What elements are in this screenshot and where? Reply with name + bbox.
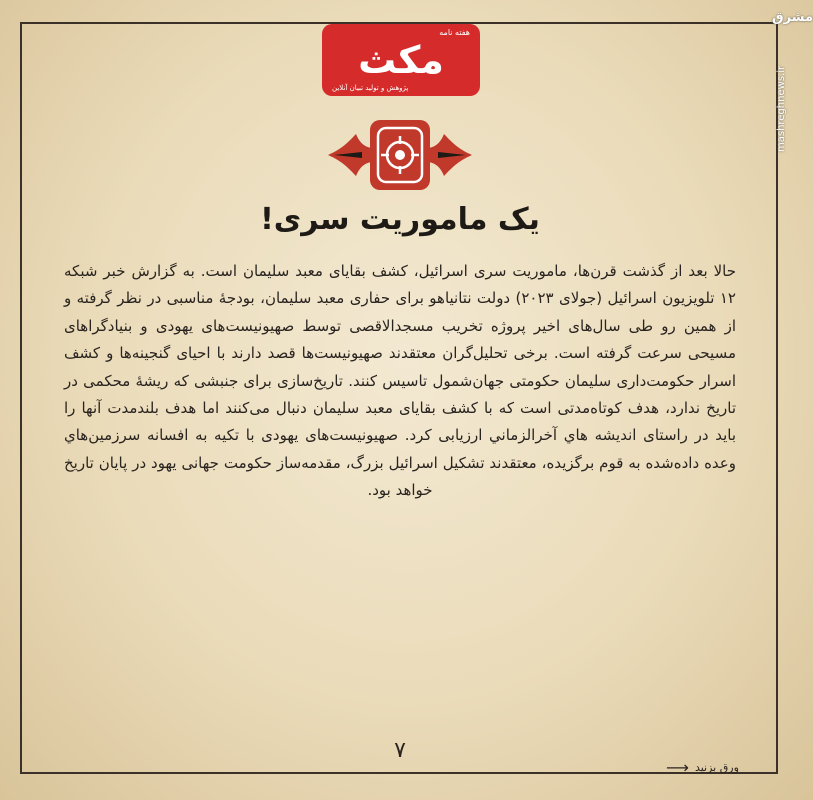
logo-top-text: هفته نامه [439,28,470,37]
article-title: یک ماموریت سری! [260,202,540,237]
swipe-label: ورق بزنید [694,760,739,774]
target-crosshair-icon [326,118,474,192]
page-number: ۷ [394,738,406,763]
article-body: حالا بعد از گذشت قرن‌ها، ماموریت سری اسرائیل، کشف بقایای معبد سلیمان است. به گزارش خبر شبکه ۱۲ تلویزیون اسرائیل (جولای ۲۰۲۳) دولت نتانیاهو برای حفاری معبد سلیمان، بودجهٔ مناسبی در نظر گرفته و از همین رو طی سال‌های اخیر پروژه تخریب مسجدالاقصی توسط صهیونیست‌های یهودی و بنیادگراهای مسیحی سرعت گرفته است. برخی تحلیل‌گران معتقدند صهیونیست‌ها قصد دارند با احیای گنجینه‌ها و کشف اسرار حکومت‌داری سلیمان حکومتی جهان‌شمول تاسیس کنند. تاریخ‌سازی برای جنبشی که ریشهٔ محکمی در تاریخ ندارد، هدف کوتاه‌مدتی است که با کشف بقایای معبد سلیمان دنبال می‌کنند اما هدف بلندمدت آنها را باید در راستای اندیشه هاي آخرالزماني ارزيابی کرد. صهیونیست‌های یهودی با تکیه به افسانه سرزمین‌هاي وعده داده‌شده به قوم برگزیده، معتقدند تشکیل اسرائیل بزرگ، مقدمه‌ساز حکومت جهانی یهود در پایان تاریخ خواهد بود. [64,262,736,500]
side-brand-logo: مشرق [772,10,813,25]
logo-main-text: مکث [358,38,444,82]
arrow-right-icon: ⟶ [666,757,689,777]
logo-bottom-text: پژوهش و تولید تبیان آنلاین [332,84,409,92]
swipe-hint[interactable] [666,756,739,778]
brand-logo [322,24,480,96]
side-brand-url: mashreghnews.ir [776,65,787,152]
